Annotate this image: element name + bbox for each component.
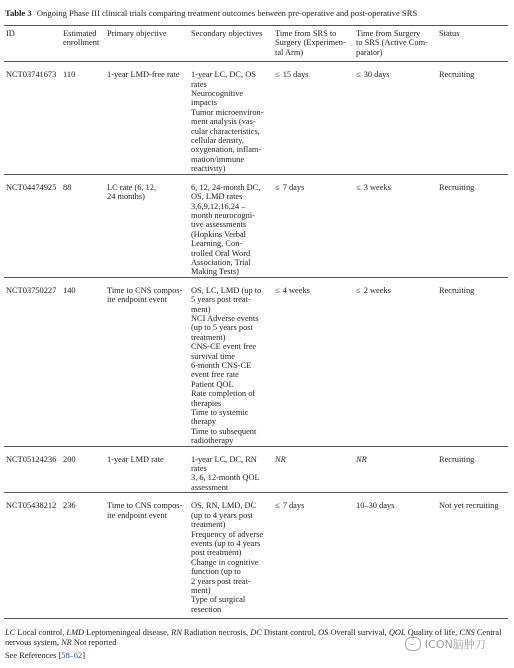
secondary-line: resection (191, 604, 222, 614)
footnote-def: Overall survival, (328, 628, 389, 637)
table-row (4, 446, 508, 493)
primary-line: Time to CNS compos- (107, 501, 183, 511)
cell-srs-to-surgery (273, 493, 354, 619)
secondary-line: (up to 4 years post (191, 510, 253, 520)
cell-secondary-objectives (189, 62, 273, 174)
secondary-line: cular characteristics, (191, 126, 260, 136)
footnote-abbr: RN (171, 628, 182, 637)
le-symbol: ≤ (275, 501, 280, 511)
secondary-line: Type of surgical (191, 595, 246, 605)
enrollment-value: 88 (63, 182, 72, 192)
cell-srs-to-surgery (273, 277, 354, 446)
header-line: enrollment (63, 38, 100, 48)
cell-id (4, 277, 61, 446)
not-reported: NR (356, 454, 367, 464)
secondary-line: OS, LC, LMD (up to (191, 285, 262, 295)
footnote-def: Quality of life, (405, 628, 460, 637)
header-line: Secondary objectives (191, 29, 263, 38)
header-enrollment (61, 26, 105, 62)
secondary-line: Time to subsequent (191, 426, 257, 436)
secondary-line: CNS-CE event free (191, 342, 257, 352)
secondary-line: Time to systemic (191, 408, 249, 418)
table-row (4, 493, 508, 619)
le-symbol: ≤ (356, 182, 361, 192)
secondary-line: 6-month CNS-CE (191, 361, 252, 370)
header-primary-objective (105, 26, 189, 62)
header-line: Time from SRS to (275, 29, 337, 38)
time-text: 30 days (361, 70, 390, 80)
references-link[interactable]: 58–62 (61, 651, 83, 660)
cell-enrollment (61, 446, 105, 493)
primary-line: 24 months) (107, 192, 145, 202)
secondary-line: radiotherapy (191, 436, 234, 446)
enrollment-value: 140 (63, 285, 76, 295)
primary-line: ite endpoint event (107, 510, 168, 520)
cell-secondary-objectives (189, 174, 273, 277)
cell-surgery-to-srs (354, 493, 437, 619)
enrollment-value: 200 (63, 454, 76, 464)
cell-enrollment (61, 62, 105, 174)
secondary-line: oxygenation, inflam- (191, 145, 262, 155)
trial-id: NCT03741673 (6, 70, 57, 80)
le-symbol: ≤ (275, 70, 280, 80)
footnote-def: Central nervous system, (5, 628, 502, 647)
time-text: 3 weeks (361, 182, 391, 192)
watermark (405, 636, 486, 652)
time-value (356, 286, 435, 295)
table-row (4, 277, 508, 446)
cell-srs-to-surgery (273, 174, 354, 277)
header-line: tal Arm) (275, 47, 304, 57)
table-row (4, 174, 508, 277)
header-surgery-to-srs (354, 26, 437, 62)
time-value (275, 455, 352, 464)
footnote-def: Distant control, (261, 628, 319, 637)
secondary-line: ment) (191, 304, 211, 314)
cell-srs-to-surgery (273, 446, 354, 493)
secondary-line: tive assessments (191, 220, 247, 230)
not-reported: NR (275, 454, 286, 464)
secondary-line: rates (191, 464, 207, 474)
enrollment-value: 236 (63, 501, 76, 511)
secondary-line: Patient QOL (191, 379, 234, 389)
secondary-line: 6, 12, 24-month DC, (191, 182, 261, 192)
header-line: ID (6, 29, 15, 38)
cell-secondary-objectives (189, 446, 273, 493)
secondary-line: event free rate (191, 370, 239, 380)
trial-id: NCT05438212 (6, 501, 57, 511)
cell-status (437, 493, 508, 619)
le-symbol: ≤ (356, 285, 361, 295)
header-line: to SRS (Active Com- (356, 38, 428, 48)
cell-id (4, 174, 61, 277)
secondary-line: Tumor microenviron- (191, 107, 264, 117)
trials-table (4, 25, 508, 619)
cell-id (4, 62, 61, 174)
secondary-line: function (up to (191, 567, 241, 577)
secondary-line: 2 years post treat- (191, 576, 251, 586)
primary-line: LC rate (6, 12, (107, 182, 157, 192)
secondary-line: ment analysis (vas- (191, 117, 256, 127)
table-label: Table 3 (5, 8, 32, 18)
cell-secondary-objectives (189, 493, 273, 619)
time-value (356, 183, 435, 192)
header-line: Time from Surgery (356, 29, 421, 38)
secondary-line: treatment) (191, 332, 226, 342)
chat-bubble-icon (405, 637, 421, 651)
primary-line: ite endpoint event (107, 295, 168, 305)
cell-primary-objective (105, 446, 189, 493)
time-value (356, 501, 435, 510)
secondary-line: reactivity) (191, 164, 226, 174)
cell-secondary-objectives (189, 277, 273, 446)
table-header-row (4, 26, 508, 62)
references-prefix: See References [ (5, 651, 62, 660)
table-body (4, 62, 508, 619)
status-value: Not yet recruiting (439, 501, 499, 511)
secondary-line: rates (191, 79, 207, 89)
footnote-def: Leptomeningeal disease, (84, 628, 172, 637)
secondary-line: 1-year LC, DC, OS (191, 70, 256, 80)
cell-status (437, 277, 508, 446)
le-symbol: ≤ (356, 70, 361, 80)
secondary-line: OS, LMD rates (191, 192, 243, 202)
primary-line: 1-year LMD-free rate (107, 70, 180, 80)
cell-srs-to-surgery (273, 62, 354, 174)
time-value (275, 70, 352, 79)
secondary-line: ment) (191, 585, 211, 595)
status-value: Recruiting (439, 182, 475, 192)
cell-primary-objective (105, 493, 189, 619)
watermark-text: ICON脑肿刀 (425, 638, 486, 651)
le-symbol: ≤ (275, 285, 280, 295)
cell-id (4, 446, 61, 493)
header-srs-to-surgery (273, 26, 354, 62)
secondary-line: 3,6,9,12,16,24 – (191, 201, 246, 211)
cell-enrollment (61, 277, 105, 446)
table-caption-text: Ongoing Phase III clinical trials comparing treatment outcomes between pre-operative and post-operative SRS (36, 8, 418, 18)
footnote-abbr: NR (61, 638, 72, 647)
secondary-line: trolled Oral Word (191, 248, 251, 258)
footnote-abbr: DC (250, 628, 262, 637)
header-id (4, 26, 61, 62)
time-value (275, 286, 352, 295)
cell-status (437, 446, 508, 493)
secondary-line: events (up to 4 years (191, 538, 261, 548)
secondary-line: month neurocogni- (191, 210, 255, 220)
header-line: Surgery (Experimen- (275, 38, 346, 48)
time-text: 4 weeks (280, 285, 310, 295)
footnote-abbr: LC (5, 628, 16, 637)
secondary-line: NCI Adverse events (191, 313, 259, 323)
cell-status (437, 174, 508, 277)
header-line: parator) (356, 47, 383, 57)
cell-surgery-to-srs (354, 277, 437, 446)
trial-id: NCT04474925 (6, 182, 57, 192)
secondary-line: Neurocognitive (191, 89, 244, 99)
secondary-line: 5 years post treat- (191, 295, 251, 305)
secondary-line: Learning, Con- (191, 239, 243, 249)
secondary-line: Association, Trial (191, 257, 251, 267)
time-value (275, 183, 352, 192)
secondary-line: therapies (191, 398, 222, 408)
secondary-line: 3, 6, 12-month QOL (191, 473, 260, 483)
references-suffix: ] (82, 651, 85, 660)
time-value (275, 501, 352, 510)
cell-primary-objective (105, 174, 189, 277)
secondary-line: post treatment) (191, 548, 242, 558)
secondary-line: impacts (191, 98, 218, 108)
footnote-abbr: CNS (459, 628, 475, 637)
header-line: Primary objective (107, 29, 167, 38)
time-text: 7 days (280, 501, 305, 511)
status-value: Recruiting (439, 454, 475, 464)
table-row (4, 62, 508, 174)
time-text: 7 days (280, 182, 305, 192)
cell-surgery-to-srs (354, 62, 437, 174)
secondary-line: (Hopkins Verbal (191, 229, 246, 239)
time-value (356, 455, 435, 464)
secondary-line: treatment) (191, 520, 226, 530)
cell-primary-objective (105, 277, 189, 446)
secondary-line: assessment (191, 482, 229, 492)
cell-surgery-to-srs (354, 446, 437, 493)
time-text: 15 days (280, 70, 309, 80)
secondary-line: survival time (191, 351, 235, 361)
time-text: 2 weeks (361, 285, 391, 295)
cell-id (4, 493, 61, 619)
secondary-line: (up to 5 years post (191, 323, 253, 333)
references-note (5, 651, 85, 661)
secondary-line: cellular density, (191, 136, 244, 146)
cell-status (437, 62, 508, 174)
primary-line: 1-year LMD rate (107, 454, 164, 464)
enrollment-value: 110 (63, 70, 76, 80)
status-value: Recruiting (439, 285, 475, 295)
secondary-line: Frequency of adverse (191, 529, 264, 539)
header-status (437, 26, 508, 62)
cell-surgery-to-srs (354, 174, 437, 277)
secondary-line: 1-year LC, DC, RN (191, 454, 257, 464)
footnote-def: Not reported (71, 638, 117, 647)
cell-enrollment (61, 174, 105, 277)
status-value: Recruiting (439, 70, 475, 80)
footnote-def: Radiation necrosis, (181, 628, 251, 637)
footnote-def: Local control, (15, 628, 67, 637)
secondary-line: Rate completion of (191, 389, 256, 399)
time-text: 10–30 days (356, 501, 395, 511)
secondary-line: OS, RN, LMD, DC (191, 501, 257, 511)
cell-primary-objective (105, 62, 189, 174)
footnote-abbr: QOL (388, 628, 406, 637)
footnote-abbr: LMD (66, 628, 85, 637)
secondary-line: mation/immune (191, 154, 245, 164)
time-value (356, 70, 435, 79)
secondary-line: Making Tests) (191, 267, 239, 277)
header-secondary-objectives (189, 26, 273, 62)
trial-id: NCT05124236 (6, 454, 57, 464)
cell-enrollment (61, 493, 105, 619)
primary-line: Time to CNS compos- (107, 285, 183, 295)
header-line: Status (439, 29, 460, 38)
le-symbol: ≤ (275, 182, 280, 192)
footnote-abbr: OS (318, 628, 329, 637)
table-caption (5, 8, 509, 19)
secondary-line: therapy (191, 417, 217, 427)
header-line: Estimated (63, 29, 97, 38)
trial-id: NCT03750227 (6, 285, 57, 295)
secondary-line: Change in cognitive (191, 557, 259, 567)
